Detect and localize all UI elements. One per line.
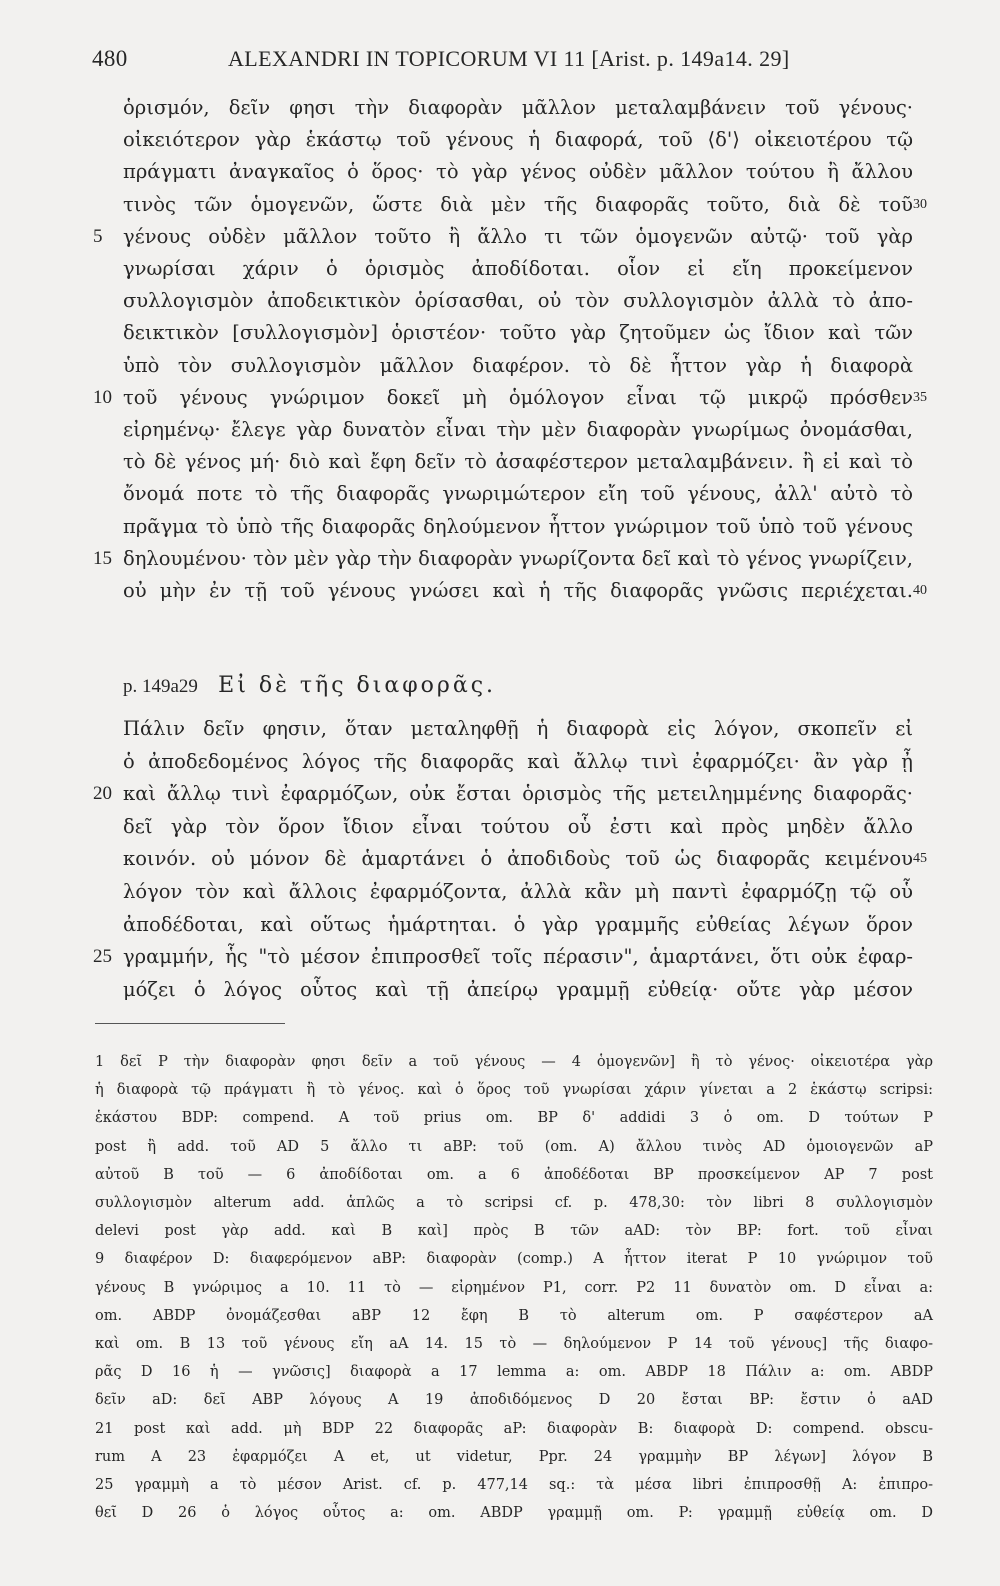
text-line: τινὸς τῶν ὁμογενῶν, ὥστε διὰ μὲν τῆς διαφορᾶς τοῦτο, διὰ δὲ τοῦ bbox=[123, 192, 913, 216]
apparatus-line: 1 δεῖ P τὴν διαφορὰν φησι δεῖν a τοῦ γένους — 4 ὁμογενῶν] ἢ τὸ γένος· οἰκειοτέρα γὰρ bbox=[95, 1054, 933, 1070]
text-line: γνωρίσαι χάριν ὁ ὁρισμὸς ἀποδίδοται. οἷον εἰ εἴη προκείμενον bbox=[123, 257, 913, 280]
margin-reference: 35 bbox=[913, 389, 927, 405]
margin-reference: 30 bbox=[913, 196, 927, 212]
apparatus-line: δεῖν aD: δεῖ ABP λόγους A 19 ἀποδιδόμενος D 20 ἔσται BP: ἔστιν ὁ aAD bbox=[95, 1392, 933, 1409]
apparatus-line: συλλογισμὸν alterum add. ἁπλῶς a τὸ scripsi cf. p. 478,30: τὸν libri 8 συλλογισμὸν bbox=[95, 1195, 933, 1211]
text-line: τὸ δὲ γένος μή· διὸ καὶ ἔφη δεῖν τὸ ἀσαφέστερον μεταλαμβάνειν. ἢ εἰ καὶ τὸ bbox=[123, 450, 913, 474]
text-line: καὶ ἄλλῳ τινὶ ἐφαρμόζων, οὐκ ἔσται ὁρισμὸς τῆς μετειλημμένης διαφορᾶς· bbox=[123, 782, 913, 806]
text-line: τοῦ γένους γνώριμον δοκεῖ μὴ ὁμόλογον εἶναι τῷ μικρῷ πρόσθεν bbox=[123, 385, 913, 409]
text-line: γένους οὐδὲν μᾶλλον τοῦτο ἢ ἄλλο τι τῶν ὁμογενῶν αὐτῷ· τοῦ γὰρ bbox=[123, 224, 913, 248]
text-line: ἀποδέδοται, καὶ οὕτως ἡμάρτηται. ὁ γὰρ γραμμῆς εὐθείας λέγων ὅρον bbox=[123, 912, 913, 936]
text-line: γραμμήν, ἧς "τὸ μέσον ἐπιπροσθεῖ τοῖς πέρασιν", ἁμαρτάνει, ὅτι οὐκ ἐφαρ- bbox=[123, 945, 913, 969]
apparatus-line: post ἢ add. τοῦ AD 5 ἄλλο τι aBP: τοῦ (om. A) ἄλλου τινὸς AD ὁμοιογενῶν aP bbox=[95, 1138, 933, 1155]
line-number: 25 bbox=[93, 946, 112, 968]
margin-reference: 40 bbox=[913, 583, 927, 598]
apparatus-line: γένους B γνώριμος a 10. 11 τὸ — εἰρημένον P1, corr. P2 11 δυνατὸν om. D εἶναι a: bbox=[95, 1279, 933, 1296]
text-line: εἰρημένῳ· ἔλεγε γὰρ δυνατὸν εἶναι τὴν μὲν διαφορὰν γνωρίμως ὀνομάσθαι, bbox=[123, 418, 913, 441]
apparatus-line: 9 διαφέρον D: διαφερόμενον aBP: διαφορὰν (comp.) A ἧττον iterat P 10 γνώριμον τοῦ bbox=[95, 1251, 933, 1268]
text-line: ὁρισμόν, δεῖν φησι τὴν διαφορὰν μᾶλλον μεταλαμβάνειν τοῦ γένους· bbox=[123, 96, 913, 119]
apparatus-line: ἑκάστου BDP: compend. A τοῦ prius om. BP δ' addidi 3 ὁ om. D τούτων P bbox=[95, 1110, 933, 1127]
text-line: οὐ μὴν ἐν τῇ τοῦ γένους γνώσει καὶ ἡ τῆς διαφορᾶς γνῶσις περιέχεται. bbox=[123, 579, 913, 602]
text-line: λόγον τὸν καὶ ἄλλοις ἐφαρμόζοντα, ἀλλὰ κἂν μὴ παντὶ ἐφαρμόζῃ τῷ οὗ bbox=[123, 880, 913, 903]
line-number: 5 bbox=[93, 225, 103, 247]
page-number: 480 bbox=[92, 46, 128, 71]
apparatus-line: αὐτοῦ B τοῦ — 6 ἀποδίδοται om. a 6 ἀποδέδοται BP προσκείμενον AP 7 post bbox=[95, 1166, 933, 1183]
apparatus-line: 21 post καὶ add. μὴ BDP 22 διαφορᾶς aP: διαφορὰν B: διαφορὰ D: compend. obscu- bbox=[95, 1420, 933, 1437]
text-line: ὄνομά ποτε τὸ τῆς διαφορᾶς γνωριμώτερον εἴη τοῦ γένους, ἀλλ' αὐτὸ τὸ bbox=[123, 482, 913, 506]
line-number: 20 bbox=[93, 783, 112, 805]
line-number: 10 bbox=[93, 386, 112, 408]
lemma bbox=[123, 666, 823, 706]
apparatus-line: rum A 23 ἐφαρμόζει A et, ut videtur, Ppr. 24 γραμμὴν BP λέγων] λόγον B bbox=[95, 1448, 933, 1465]
margin-reference: 45 bbox=[913, 851, 927, 867]
apparatus-line: delevi post γὰρ add. καὶ B καὶ] πρὸς B τῶν aAD: τὸν BP: fort. τοῦ εἶναι bbox=[95, 1223, 933, 1240]
text-line: Πάλιν δεῖν φησιν, ὅταν μεταληφθῇ ἡ διαφορὰ εἰς λόγον, σκοπεῖν εἰ bbox=[123, 717, 913, 740]
text-line: οἰκειότερον γὰρ ἑκάστῳ τοῦ γένους ἡ διαφορά, τοῦ ⟨δ'⟩ οἰκειοτέρου τῷ bbox=[123, 128, 913, 152]
text-line: πρᾶγμα τὸ ὑπὸ τῆς διαφορᾶς δηλούμενον ἧττον γνώριμον τοῦ ὑπὸ τοῦ γένους bbox=[123, 514, 913, 538]
text-line: ὁ ἀποδεδομένος λόγος τῆς διαφορᾶς καὶ ἄλλῳ τινὶ ἐφαρμόζει· ἂν γὰρ ᾖ bbox=[123, 749, 913, 773]
apparatus-line: om. ABDP ὀνομάζεσθαι aBP 12 ἔφη B τὸ alterum om. P σαφέστερον aA bbox=[95, 1307, 933, 1324]
text-line: κοινόν. οὐ μόνον δὲ ἁμαρτάνει ὁ ἀποδιδοὺς τοῦ ὡς διαφορᾶς κειμένου bbox=[123, 847, 913, 871]
apparatus-line: 25 γραμμὴ a τὸ μέσον Arist. cf. p. 477,14 sq.: τὰ μέσα libri ἐπιπροσθῇ A: ἐπιπρο- bbox=[95, 1477, 933, 1493]
text-line: δεικτικὸν [συλλογισμὸν] ὁριστέον· τοῦτο γὰρ ζητοῦμεν ὡς ἴδιον καὶ τῶν bbox=[123, 321, 913, 345]
apparatus-line: ἡ διαφορὰ τῷ πράγματι ἢ τὸ γένος. καὶ ὁ ὅρος τοῦ γνωρίσαι χάριν γίνεται a 2 ἑκάστῳ scripsi: bbox=[95, 1082, 933, 1099]
text-line: μόζει ὁ λόγος οὗτος καὶ τῇ ἀπείρῳ γραμμῇ εὐθείᾳ· οὔτε γὰρ μέσον bbox=[123, 977, 913, 1001]
text-line: ὑπὸ τὸν συλλογισμὸν μᾶλλον διαφέρον. τὸ δὲ ἧττον γὰρ ἡ διαφορὰ bbox=[123, 353, 913, 377]
page-header bbox=[92, 46, 912, 78]
apparatus-line: ρᾶς D 16 ἡ — γνῶσις] διαφορὰ a 17 lemma a: om. ABDP 18 Πάλιν a: om. ABDP bbox=[95, 1364, 933, 1381]
text-line: συλλογισμὸν ἀποδεικτικὸν ὁρίσασθαι, οὐ τὸν συλλογισμὸν ἀλλὰ τὸ ἀπο- bbox=[123, 289, 913, 313]
lemma-reference: p. 149a29 bbox=[123, 676, 198, 697]
running-title: ALEXANDRI IN TOPICORUM VI 11 [Arist. p. 149a14. 29] bbox=[228, 46, 790, 71]
apparatus-line: καὶ om. B 13 τοῦ γένους εἴη aA 14. 15 τὸ — δηλούμενον P 14 τοῦ γένους] τῆς διαφο- bbox=[95, 1336, 933, 1352]
footnote-rule bbox=[95, 1023, 285, 1024]
text-line: δεῖ γὰρ τὸν ὅρον ἴδιον εἶναι τούτου οὗ ἐστι καὶ πρὸς μηδὲν ἄλλο bbox=[123, 814, 913, 838]
lemma-text: Εἰ δὲ τῆς διαφορᾶς. bbox=[218, 673, 497, 698]
line-number: 15 bbox=[93, 547, 112, 569]
text-line: δηλουμένου· τὸν μὲν γὰρ τὴν διαφορὰν γνωρίζοντα δεῖ καὶ τὸ γένος γνωρίζειν, bbox=[123, 546, 913, 570]
text-line: πράγματι ἀναγκαῖος ὁ ὅρος· τὸ γὰρ γένος οὐδὲν μᾶλλον τούτου ἢ ἄλλου bbox=[123, 160, 913, 184]
apparatus-line: θεῖ D 26 ὁ λόγος οὗτος a: om. ABDP γραμμῇ om. P: γραμμῇ εὐθείᾳ om. D bbox=[95, 1505, 933, 1522]
